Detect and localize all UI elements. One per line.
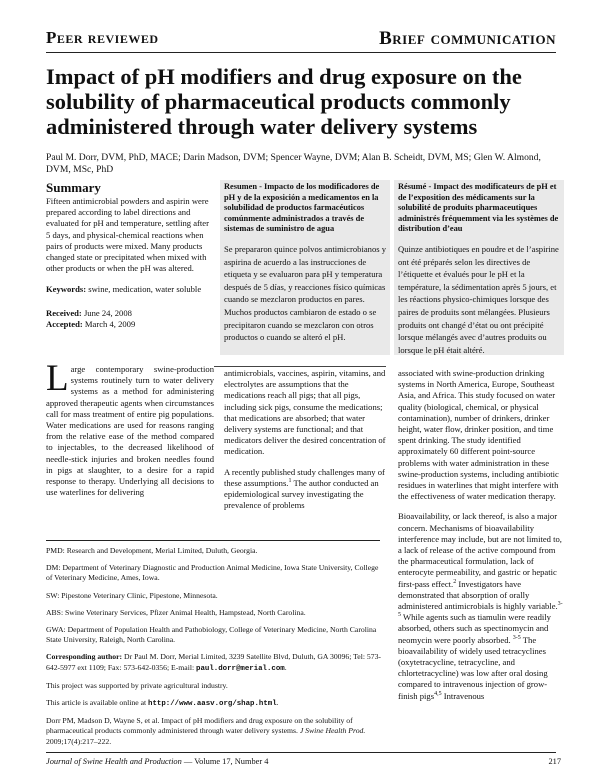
resume-box xyxy=(394,180,564,355)
resumen-heading: Resumen - Impacto de los modificadores de pH y de la exposición a medicamentos en la solubilidad de productos farmacéuticos comúnmente administrados a través de sistemas de suministro de agua xyxy=(224,182,380,234)
footnote-gwa: GWA: Department of Population Health and Pathobiology, College of Veterinary Medicine, North Carolina State University, Raleigh, North Carolina. xyxy=(46,625,377,645)
body-col2-p1: antimicrobials, vaccines, aspirin, vitamins, and electrolytes are assumptions that the medications reach all pigs; that all pigs, including sick pigs, consume the medications; that medications are absorbed; that water delivery systems are functional; and that medicators deliver the desired concentration of medication. xyxy=(224,368,386,457)
resumen-text: Se prepararon quince polvos antimicrobianos y aspirina de acuerdo a las instrucciones de etiqueta y se evaluaron para pH y temperatura después de 5 días, y reacciones físico químicas cuando se mezclaron productos en pares. Muchos productos cambiaron de estado o se precipitaron cuando se mezclaron con otros productos o cuando se alteró el pH. xyxy=(224,243,387,343)
section-label-brief-communication: Brief communication xyxy=(379,28,556,49)
accepted-date xyxy=(46,319,214,330)
section-label-peer-reviewed: Peer reviewed xyxy=(46,28,159,47)
ref-4-5: 4,5 xyxy=(434,690,442,697)
received-date xyxy=(46,308,214,319)
ref-1: 1 xyxy=(288,477,292,484)
ref-3-5a: 3-5 xyxy=(398,601,563,619)
body-col2-p2 xyxy=(224,467,390,512)
citation-text: Dorr PM, Madson D, Wayne S, et al. Impact of pH modifiers and drug exposure on the solubility of pharmaceutical products commonly administered through water delivery systems. xyxy=(46,716,353,736)
footnote-abs: ABS: Swine Veterinary Services, Pfizer Animal Health, Hampstead, North Carolina. xyxy=(46,607,306,617)
footnotes xyxy=(46,546,386,754)
summary-section xyxy=(46,180,214,330)
body-column-1 xyxy=(46,358,214,498)
summary-heading: Summary xyxy=(46,180,101,195)
footnote-corresponding xyxy=(46,652,386,673)
online-url-link[interactable]: http://www.aasv.org/shap.html xyxy=(148,700,277,709)
online-text: This article is available online at xyxy=(46,698,149,708)
citation-volume: 2009;17(4):217–222. xyxy=(46,736,112,746)
footnote-pmd: PMD: Research and Development, Merial Limited, Duluth, Georgia. xyxy=(46,546,258,555)
body-col3-p2a: Bioavailability, or lack thereof, is also a major concern. Mechanisms of bioavailability interference may include, but are not limited to, a lack of release of the active compound from the pharmaceutical formulation, lack of enterocyte permeability, and gastric or hepatic first-pass effect. xyxy=(398,511,562,589)
body-column-2 xyxy=(224,368,390,511)
resume-heading: Résumé - Impact des modificateurs de pH et de l’exposition des médicaments sur la solubilité de produits pharmaceutiques administrés fréquemment via les systèmes de distribution d’eau xyxy=(398,182,559,234)
online-end: . xyxy=(276,698,279,708)
footer-rule xyxy=(46,752,556,753)
body-col3-p2 xyxy=(398,511,564,701)
keywords xyxy=(46,284,214,295)
page-number: 217 xyxy=(548,757,561,766)
ref-2: 2 xyxy=(453,578,457,585)
footnote-dm: DM: Department of Veterinary Diagnostic and Production Animal Medicine, Iowa State University, College of Veterinary Medicine, Ames, Iowa. xyxy=(46,563,379,583)
resume-text: Quinze antibiotiques en poudre et de l’aspirine ont été préparés selon les directives de l’étiquette et évalués pour le pH et la température, la sédimentation après 5 jours, et les réactions physico-chimiques lorsque des paires de produits sont mélangées. Plusieurs produits ont changé d’état ou ont précipité lorsque mélangés avec d’autres produits ou lorsque le pH était altéré. xyxy=(398,243,559,355)
dropcap: L xyxy=(46,358,69,399)
article-title: Impact of pH modifiers and drug exposure on the solubility of pharmaceutical products commonly administered through water delivery systems xyxy=(46,64,522,139)
footer-journal: Journal of Swine Health and Production xyxy=(46,757,182,766)
corresponding-end: . xyxy=(284,662,287,672)
corresponding-label: Corresponding author: xyxy=(46,652,123,662)
keywords-value: swine, medication, water soluble xyxy=(86,284,202,295)
author-list: Paul M. Dorr, DVM, PhD, MACE; Darin Madson, DVM; Spencer Wayne, DVM; Alan B. Scheidt, DVM, MS; Glen W. Almond, DVM, MSc, PhD xyxy=(46,152,541,175)
body-col3-p2e: Intravenous xyxy=(441,690,485,701)
body-col1-text: arge contemporary swine-production systems routinely turn to water delivery systems as a method for administering approved therapeutic agents when circumstances call for mass treatment of entire pig populations. Water medications are used for reasons ranging from the relative ease of the method compared to injectables, to the decreased likelihood of needle-stick injuries and broken needles found in pigs at slaughter, to a desire for a rapid response to therapy. Underlying all decisions to use waterlines for delivering xyxy=(46,364,214,498)
footnote-online xyxy=(46,698,386,709)
body-col2-p2a: A recently published study challenges many of these assumptions. xyxy=(224,466,385,488)
footnote-rule xyxy=(46,540,380,541)
ref-3-5b: 3-5 xyxy=(512,634,521,641)
summary-text: Fifteen antimicrobial powders and aspirin were prepared according to label directions and evaluated for pH and temperature, settling after 5 days, and physical-chemical reactions when pairs of products were mixed. Many products changed state or precipitated when mixed with other products or when the pH was altered. xyxy=(46,196,209,274)
footer-issue: — Volume 17, Number 4 xyxy=(181,757,269,766)
email-link[interactable]: paul.dorr@merial.com xyxy=(196,664,285,673)
resumen-box xyxy=(220,180,390,355)
body-col3-p1: associated with swine-production drinking systems in North America, Europe, Southeast Asia, and Africa. This study focused on water quality (biological, chemical, or physical contamination), number of drinkers, drinker height, water flow, drinker position, and time spent drinking. The study identified approximately 60 different point-source problems with water administration in these swine-production systems, including antibiotic residues in waterlines that might interfere with the effectiveness of water medication therapy. xyxy=(398,368,559,502)
footnote-citation xyxy=(46,716,386,747)
divider-rule xyxy=(214,366,386,367)
body-col3-p2c: While agents such as tiamulin were readily absorbed, others such as spectinomycin and neomycin were poorly absorbed. xyxy=(398,612,551,645)
body-column-3 xyxy=(398,368,564,702)
accepted-value: March 4, 2009 xyxy=(82,318,136,329)
header-rule xyxy=(46,52,556,53)
received-label: Received: xyxy=(46,307,82,318)
keywords-label: Keywords: xyxy=(46,284,87,295)
accepted-label: Accepted: xyxy=(46,318,83,329)
received-value: June 24, 2008 xyxy=(81,307,132,318)
body-col2-p2b: The author conducted an epidemiological survey investigating the prevalence of problems xyxy=(224,477,379,511)
footnote-sw: SW: Pipestone Veterinary Clinic, Pipestone, Minnesota. xyxy=(46,590,218,600)
body-col3-p2b: Investigators have demonstrated that absorption of orally administered antimicrobials is highly variable. xyxy=(398,578,558,612)
body-col3-p2d: The bioavailability of widely used tetracyclines (oxytetracycline, tetracycline, and chlortetracycline) was low after oral dosing compared to intravenous injection of grow-finish pigs xyxy=(398,634,548,701)
footnote-support: This project was supported by private agricultural industry. xyxy=(46,680,228,690)
corresponding-text: Dr Paul M. Dorr, Merial Limited, 3239 Satellite Blvd, Duluth, GA 30096; Tel: 573-642-5977 ext 1109; Fax: 573-642-0356; E-mail: xyxy=(46,652,381,672)
citation-journal: J Swine Health Prod. xyxy=(299,726,366,736)
page-footer xyxy=(46,757,561,766)
